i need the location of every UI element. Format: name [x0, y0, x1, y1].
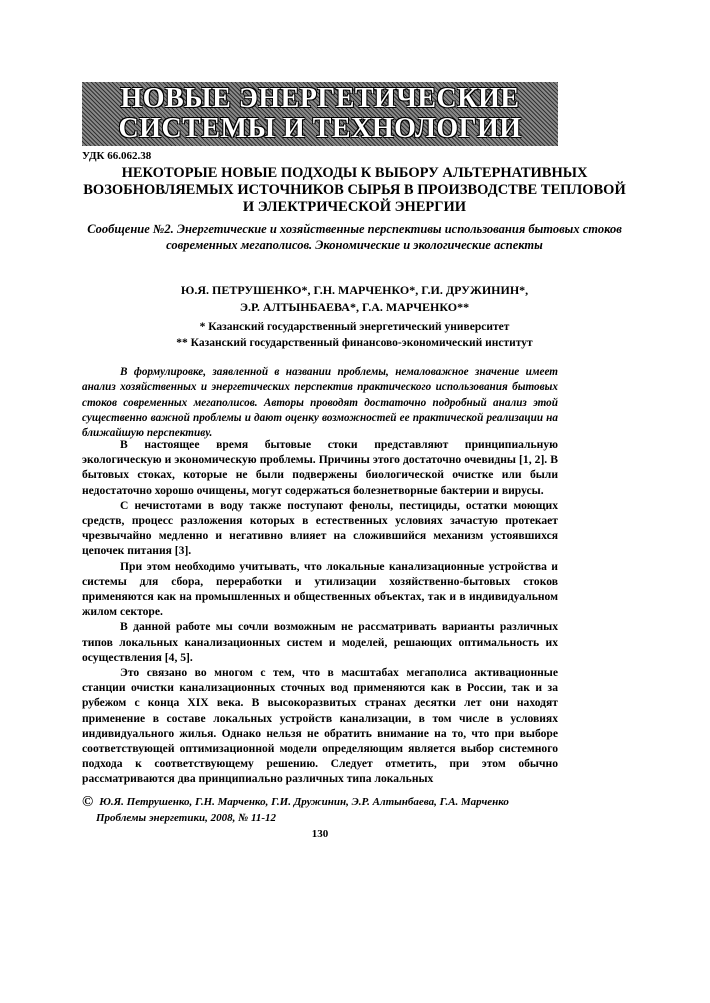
copyright-authors: Ю.Я. Петрушенко, Г.Н. Марченко, Г.И. Дружинин, Э.Р. Алтынбаева, Г.А. Марченко — [99, 796, 509, 808]
author-line-2: Э.Р. АЛТЫНБАЕВА*, Г.А. МАРЧЕНКО** — [239, 300, 470, 314]
copyright-footer — [82, 794, 558, 826]
affiliations — [82, 319, 627, 351]
banner-line-1: НОВЫЕ ЭНЕРГЕТИЧЕСКИЕ — [120, 83, 520, 114]
body-paragraph-1: В настоящее время бытовые стоки представляют принципиальную экологическую и экономическую проблемы. Причины этого достаточно очевидны [1, 2]. В бытовых стоках, которые не были подвержены биологической очистке или были недостаточно хорошо очищены, могут содержаться болезнетворные бактерии и вирусы. — [82, 438, 558, 497]
udc-code: УДК 66.062.38 — [82, 150, 152, 162]
author-line-1: Ю.Я. ПЕТРУШЕНКО*, Г.Н. МАРЧЕНКО*, Г.И. ДРУЖИНИН*, — [180, 283, 529, 297]
article-subtitle: Сообщение №2. Энергетические и хозяйственные перспективы использования бытовых стоков современных мегаполисов. Экономические и экологические аспекты — [87, 222, 622, 252]
affiliation-1: * Казанский государственный энергетический университет — [199, 321, 510, 333]
article-body — [82, 437, 558, 787]
journal-section-banner — [82, 82, 558, 146]
body-paragraph-3: При этом необходимо учитывать, что локальные канализационные устройства и системы для сбора, переработки и утилизации хозяйственно-бытовых стоков применяются как на промышленных и общественных объектах, так и в индивидуальном жилом секторе. — [82, 559, 558, 619]
affiliation-2: ** Казанский государственный финансово-экономический институт — [176, 337, 533, 349]
journal-citation: Проблемы энергетики, 2008, № 11-12 — [96, 812, 277, 824]
page-number: 130 — [311, 828, 329, 840]
banner-line-2: СИСТЕМЫ И ТЕХНОЛОГИИ — [118, 113, 522, 144]
copyright-icon: © — [82, 794, 94, 810]
author-list — [82, 282, 627, 316]
article-title: НЕКОТОРЫЕ НОВЫЕ ПОДХОДЫ К ВЫБОРУ АЛЬТЕРНАТИВНЫХ ВОЗОБНОВЛЯЕМЫХ ИСТОЧНИКОВ СЫРЬЯ В ПРОИЗВОДСТВЕ ТЕПЛОВОЙ И ЭЛЕКТРИЧЕСКОЙ ЭНЕРГИИ — [83, 165, 626, 215]
body-paragraph-5: Это связано во многом с тем, что в масштабах мегаполиса активационные станции очистки канализационных сточных вод применяются как в России, так и за рубежом с конца XIX века. В высокоразвитых странах десятки лет они находят применение в составе локальных устройств канализации, в том числе в условиях индивидуального жилья. Однако нельзя не обратить внимание на то, что при выборе соответствующей оптимизационной модели определяющим является выбор системного подхода к соответствующему решению. Следует отметить, при этом обычно рассматриваются два принципиально различных типа локальных — [82, 666, 558, 786]
body-paragraph-2: С нечистотами в воду также поступают фенолы, пестициды, остатки моющих средств, процесс разложения которых в естественных условиях зачастую протекает чрезвычайно медленно и негативно влияет на сложившийся механизм устоявшихся цепочек питания [3]. — [82, 498, 558, 558]
abstract: В формулировке, заявленной в названии проблемы, немаловажное значение имеет анализ хозяйственных и энергетических перспектив практического использования бытовых стоков современных мегаполисов. Авторы проводят достаточно подробный анализ этой существенно важной проблемы и дают оценку возможностей ее практической реализации на ближайшую перспективу. — [82, 366, 558, 440]
copyright-line — [82, 794, 558, 810]
body-paragraph-4: В данной работе мы сочли возможным не рассматривать варианты различных типов локальных канализационных систем и моделей, решающих оптимальность их осуществления [4, 5]. — [82, 620, 558, 664]
